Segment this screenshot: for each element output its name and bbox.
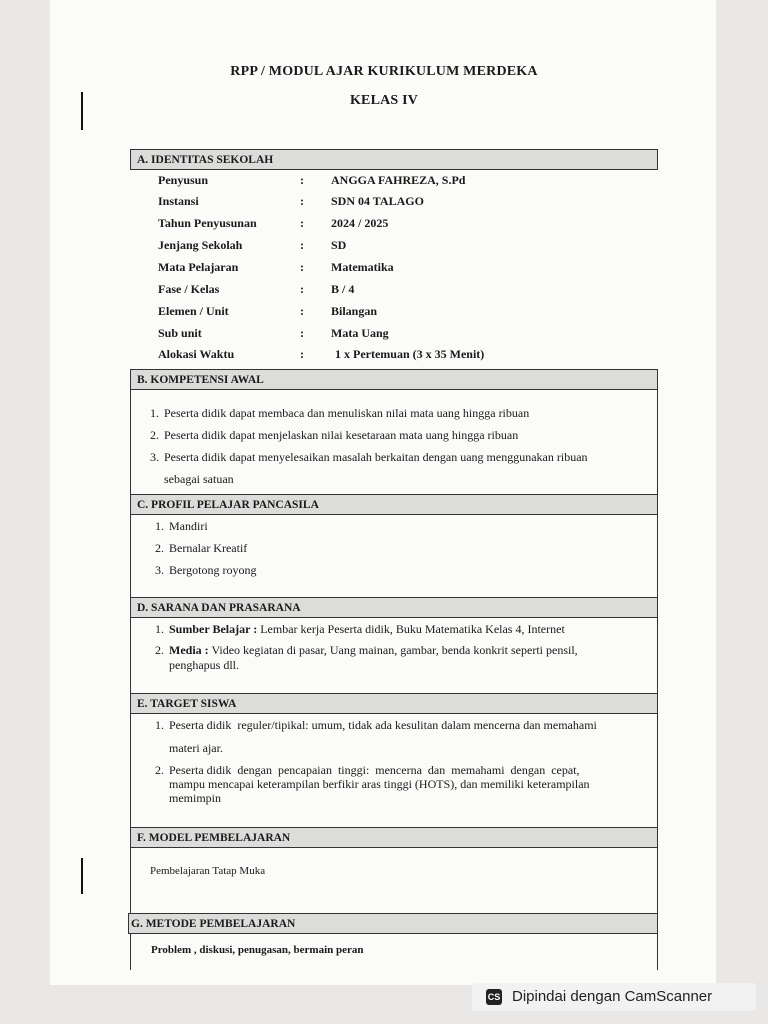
identity-row: Penyusun : ANGGA FAHREZA, S.Pd — [158, 173, 466, 187]
identity-value: Mata Uang — [331, 326, 389, 340]
section-body-profil: 1. Mandiri 2. Bernalar Kreatif 3. Bergotong royong — [130, 515, 658, 597]
identity-row: Elemen / Unit : Bilangan — [158, 304, 378, 318]
watermark-text: Dipindai dengan CamScanner — [512, 988, 713, 1005]
list-item-continuation: memimpin — [169, 791, 221, 805]
identity-value: ANGGA FAHREZA, S.Pd — [331, 173, 466, 187]
document-title: RPP / MODUL AJAR KURIKULUM MERDEKA — [230, 64, 538, 79]
identity-row: Fase / Kelas : B / 4 — [158, 282, 355, 296]
identity-label: Sub unit — [158, 326, 202, 340]
identity-row: Instansi : SDN 04 TALAGO — [158, 194, 424, 208]
identity-row: Jenjang Sekolah : SD — [158, 238, 347, 252]
model-text: Pembelajaran Tatap Muka — [150, 865, 266, 877]
camscanner-logo-icon: CS — [486, 989, 502, 1005]
identity-label: Elemen / Unit — [158, 304, 229, 318]
identity-value: Bilangan — [331, 304, 378, 318]
section-heading-kompetensi: B. KOMPETENSI AWAL — [130, 369, 658, 390]
section-heading-model: F. MODEL PEMBELAJARAN — [130, 827, 658, 848]
section-body-target: 1. Peserta didik reguler/tipikal: umum, tidak ada kesulitan dalam mencerna dan memahami materi ajar. 2. Peserta didik dengan pencapaian tinggi: mencerna dan memahami dengan cepat, mampu mencapai keterampilan berfikir aras tinggi (HOTS), dan memiliki keterampilan memimpin — [130, 714, 658, 827]
identity-row: Alokasi Waktu : 1 x Pertemuan (3 x 35 Menit) — [158, 347, 485, 361]
section-body-model — [130, 848, 658, 913]
section-heading-metode: G. METODE PEMBELAJARAN — [128, 913, 658, 934]
identity-value: 1 x Pertemuan (3 x 35 Menit) — [335, 347, 485, 361]
metode-text: Problem , diskusi, penugasan, bermain peran — [151, 944, 364, 956]
identity-label: Jenjang Sekolah — [158, 238, 243, 252]
identity-value: SDN 04 TALAGO — [331, 194, 424, 208]
camscanner-watermark — [472, 983, 756, 1011]
identity-label: Penyusun — [158, 173, 209, 187]
list-item-continuation: sebagai satuan — [164, 472, 234, 486]
section-heading-identitas: A. IDENTITAS SEKOLAH — [130, 149, 658, 170]
identity-label: Alokasi Waktu — [158, 347, 235, 361]
section-body-metode — [130, 934, 658, 970]
document-subtitle: KELAS IV — [349, 93, 419, 108]
identity-label: Mata Pelajaran — [158, 260, 239, 274]
identity-row: Mata Pelajaran : Matematika — [158, 260, 394, 274]
identity-label: Fase / Kelas — [158, 282, 220, 296]
list-item-continuation: mampu mencapai keterampilan berfikir aras tinggi (HOTS), dan memiliki keterampilan — [169, 777, 590, 791]
section-body-kompetensi: 1. Peserta didik dapat membaca dan menuliskan nilai mata uang hingga ribuan 2. Peserta didik dapat menjelaskan nilai kesetaraan mata uang hingga ribuan 3. Peserta didik dapat menyelesaikan masalah berkaitan dengan uang menggunakan ribuan sebagai satuan — [130, 390, 658, 494]
section-body-sarana: 1. Sumber Belajar : Lembar kerja Peserta didik, Buku Matematika Kelas 4, Internet 2. Media : Video kegiatan di pasar, Uang mainan, gambar, benda konkrit seperti pensil, penghapus dll. — [130, 618, 658, 693]
identity-value: SD — [331, 238, 347, 252]
identity-row: Sub unit : Mata Uang — [158, 326, 389, 340]
identity-label: Instansi — [158, 194, 199, 208]
list-item-continuation: materi ajar. — [169, 741, 223, 755]
identity-value: B / 4 — [331, 282, 355, 296]
identity-value: Matematika — [331, 260, 394, 274]
section-heading-profil: C. PROFIL PELAJAR PANCASILA — [130, 494, 658, 515]
section-heading-sarana: D. SARANA DAN PRASARANA — [130, 597, 658, 618]
identity-label: Tahun Penyusunan — [158, 216, 257, 230]
identity-row: Tahun Penyusunan : 2024 / 2025 — [158, 216, 389, 230]
list-item-continuation: penghapus dll. — [169, 658, 239, 672]
section-heading-target: E. TARGET SISWA — [130, 693, 658, 714]
edge-mark — [81, 858, 83, 894]
identity-value: 2024 / 2025 — [331, 216, 389, 230]
